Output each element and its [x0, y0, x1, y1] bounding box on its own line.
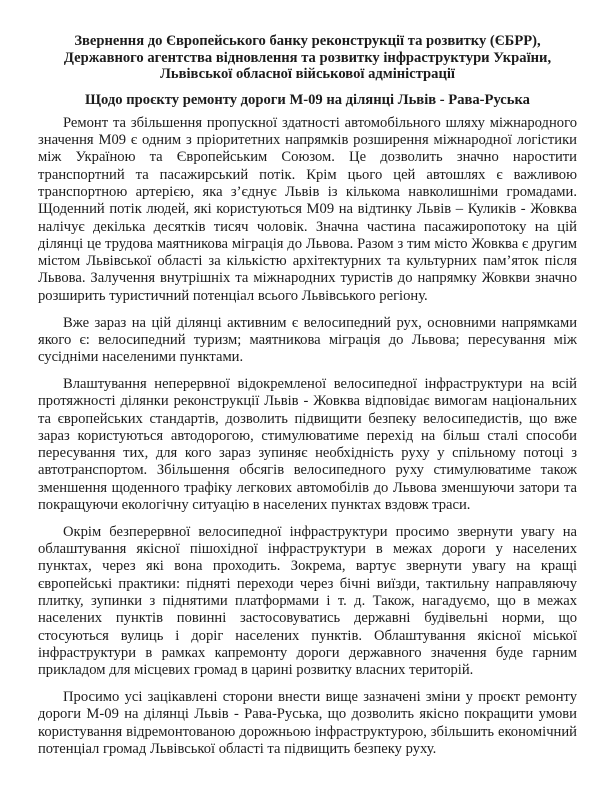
paragraph: Влаштування неперервної відокремленої велосипедної інфраструктури на всій протяжності ділянки реконструкції Львів - Жовква відповідає вимогам національних та європейських стандартів, дозволить підвищити безпеку велосипедистів, що вже зараз користуються автодорогою, стимулюватиме перехід на більш сталі способи пересування тих, для кого зараз зупиняє необхідність руху у спільному потоці з автотранспортом. Збільшення обсягів велосипедного руху стимулюватиме також зменшення щоденного трафіку легкових автомобілів до Львова зменшуючи затори та покращуючи екологічну ситуацію в населених пунктах вздовж траси. [38, 375, 577, 514]
heading-line: Звернення до Європейського банку реконструкції та розвитку (ЄБРР), [74, 33, 541, 49]
paragraph: Просимо усі зацікавлені сторони внести вище зазначені зміни у проєкт ремонту дороги М-09 на ділянці Львів - Рава-Руська, що дозволить якісно покращити умови користування відремонтованою дорожньою інфраструктурою, збільшить економічний потенціал громад Львівської області та підвищить безпеку руху. [38, 688, 577, 757]
paragraph: Ремонт та збільшення пропускної здатності автомобільного шляху міжнародного значення М09 є одним з пріоритетних напрямків розширення міжнародної логістики між Україною та Європейським Союзом. Це дозволить значно наростити транспортний та пасажирський потік. Крім цього цей автошлях є важливою транспортною артерією, яка з’єднує Львів із кількома навколишніми громадами. Щоденний потік людей, які користуються М09 на відтинку Львів – Куликів - Жовква налічує декілька десятків тисяч чоловік. Значна частина пасажиропотоку на цій ділянці це трудова маятникова міграція до Львова. Разом з тим місто Жовква є другим містом Львівської області за кількістю архітектурних та культурних пам’яток після Львова. Залучення внутрішніх та міжнародних туристів до напрямку Жовкви значно розширить туристичний потенціал всього Львівського регіону. [38, 114, 577, 304]
heading-line: Львівської обласної військової адміністрації [160, 66, 455, 83]
heading-line: Державного агентства відновлення та розвитку інфраструктури України, [63, 49, 552, 66]
paragraph: Вже зараз на цій ділянці активним є велосипедний рух, основними напрямками якого є: велосипедний туризм; маятникова міграція до Львова; пересування між сусідніми населеними пунктами. [38, 314, 577, 366]
document-subheading: Щодо проєкту ремонту дороги М-09 на ділянці Львів - Рава-Руська [85, 91, 530, 108]
paragraph: Окрім безперервної велосипедної інфраструктури просимо звернути увагу на облаштування якісної пішохідної інфраструктури в межах дороги у населених пунктах, через які вона проходить. Зокрема, вартує звернути увагу на кращі європейські практики: підняті переходи через бічні виїзди, тактильну направляючу плитку, зупинки з піднятими платформами і т. д. Також, нагадуємо, що в межах населених пунктів повинні застосовуватись державні будівельні норми, що стосуються вулиць і доріг населених пунктів. Облаштування якісної міської інфраструктури в рамках капремонту дороги державного значення буде гарним прикладом для місцевих громад в царині розвитку власних територій. [38, 523, 577, 679]
document-page [38, 33, 577, 768]
